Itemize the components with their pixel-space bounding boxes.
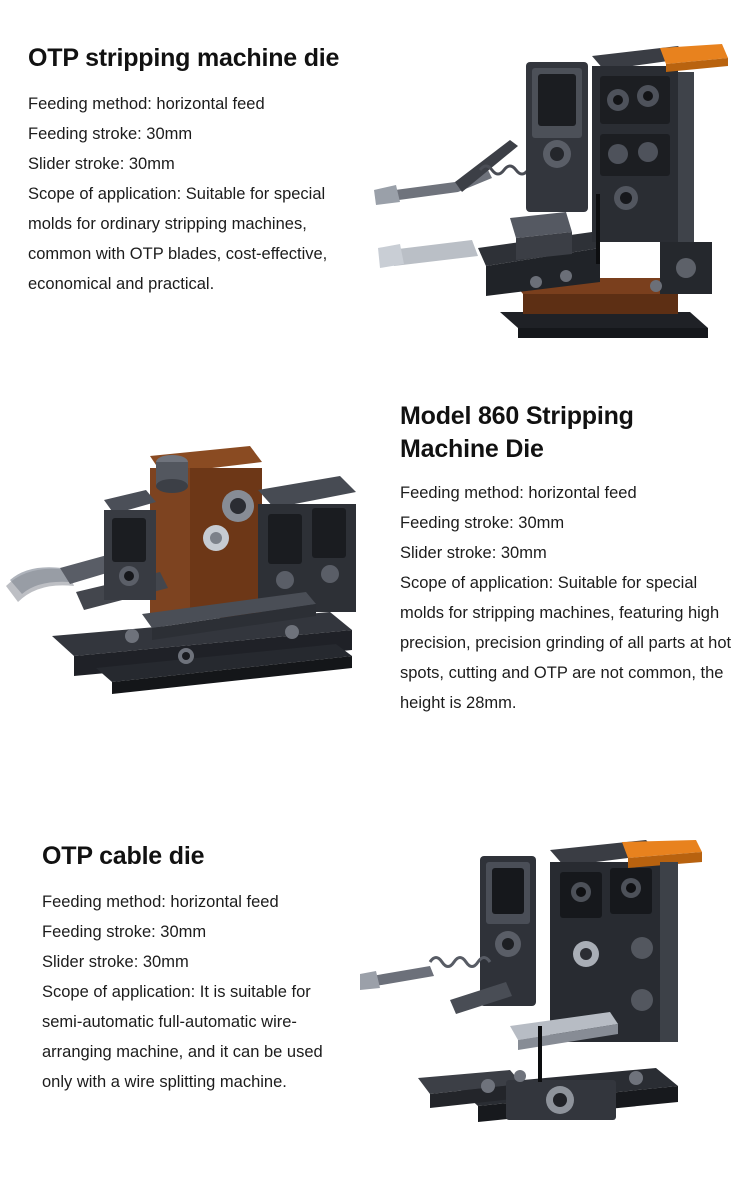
- page-title: Model 860 Stripping Machine Die: [400, 402, 634, 463]
- die-machine-drawing-1: [360, 42, 730, 362]
- section-text-block: [392, 400, 750, 820]
- spec-feeding-stroke: Feeding stroke: 30mm: [28, 125, 193, 144]
- product-image-otp-stripping-machine-die: [360, 42, 750, 400]
- machine-illustration: [360, 42, 750, 400]
- spec-slider-stroke: Slider stroke: 30mm: [42, 953, 189, 972]
- die-machine-drawing-3: [360, 840, 720, 1160]
- spec-slider-stroke: Slider stroke: 30mm: [400, 544, 547, 563]
- spec-slider-stroke: Slider stroke: 30mm: [28, 155, 175, 174]
- spec-scope-of-application: Scope of application: Suitable for special molds for ordinary stripping machines, common with OTP blades, cost-effective, economical and practical.: [28, 185, 328, 294]
- spec-feeding-stroke: Feeding stroke: 30mm: [42, 923, 207, 942]
- machine-illustration: [0, 400, 392, 820]
- spec-scope-of-application: Scope of application: Suitable for special molds for stripping machines, featuring high precision, precision grinding of all parts at hot spots, cutting and OTP are not common, the height is 28mm.: [400, 574, 732, 713]
- product-section-model-860-stripping-machine-die: [0, 400, 750, 820]
- spec-feeding-method: Feeding method: horizontal feed: [400, 484, 637, 502]
- section-text-block: [0, 42, 360, 400]
- product-image-model-860-stripping-machine-die: [0, 400, 392, 820]
- product-section-otp-cable-die: [0, 820, 750, 1180]
- machine-illustration: [360, 840, 750, 1180]
- page-title: OTP stripping machine die: [28, 44, 340, 72]
- spec-feeding-stroke: Feeding stroke: 30mm: [400, 514, 565, 533]
- product-image-otp-cable-die: [360, 840, 750, 1180]
- spec-scope-of-application: Scope of application: It is suitable for semi-automatic full-automatic wire-arranging machine, and it can be used only with a wire splitting machine.: [42, 983, 323, 1092]
- die-machine-drawing-2: [0, 400, 390, 730]
- section-text-block: [0, 840, 360, 1180]
- spec-feeding-method: Feeding method: horizontal feed: [42, 893, 279, 911]
- spec-feeding-method: Feeding method: horizontal feed: [28, 95, 265, 113]
- product-section-otp-stripping-machine-die: [0, 0, 750, 400]
- page-title: OTP cable die: [42, 842, 205, 870]
